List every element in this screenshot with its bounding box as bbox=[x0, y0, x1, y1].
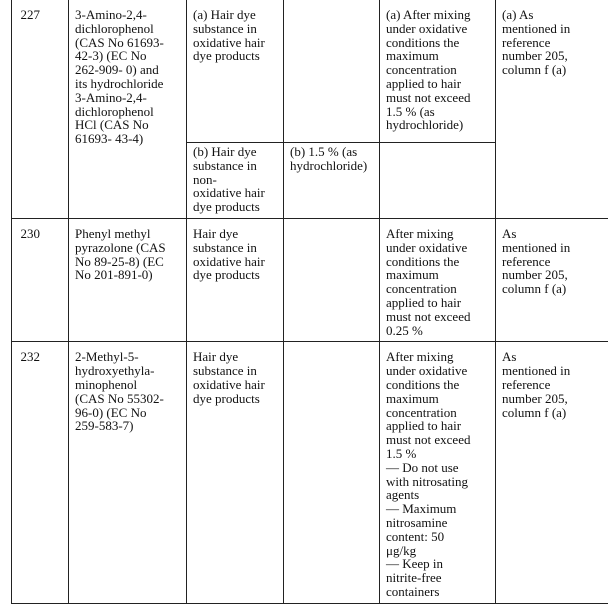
product-type-b: (b) Hair dye substance in non- oxidative hair dye products bbox=[187, 143, 284, 219]
reference-number: 230 bbox=[12, 218, 69, 341]
table-row bbox=[12, 0, 608, 143]
product-type: Hair dye substance in oxidative hair dye products bbox=[187, 218, 284, 341]
product-type-a: (a) Hair dye substance in oxidative hair dye products bbox=[187, 0, 284, 143]
warning-conditions: (a) As mentioned in reference number 205, column f (a) bbox=[496, 0, 608, 218]
substance-name: Phenyl methyl pyrazolone (CAS No 89-25-8) (EC No 201-891-0) bbox=[69, 218, 187, 341]
other-limitations-b bbox=[380, 143, 496, 219]
substance-name: 3-Amino-2,4- dichlorophenol (CAS No 61693- 42-3) (EC No 262-909- 0) and its hydrochloride 3-Amino-2,4- dichlorophenol HCl (CAS No 61693- 43-4) bbox=[69, 0, 187, 218]
regulation-table bbox=[11, 0, 608, 604]
max-concentration bbox=[284, 218, 380, 341]
table-row bbox=[12, 218, 608, 341]
table-row bbox=[12, 342, 608, 603]
other-limitations-a: (a) After mixing under oxidative conditions the maximum concentration applied to hair must not exceed 1.5 % (as hydrochloride) bbox=[380, 0, 496, 143]
warning-conditions: As mentioned in reference number 205, column f (a) bbox=[496, 342, 608, 603]
max-concentration-a bbox=[284, 0, 380, 143]
substance-name: 2-Methyl-5- hydroxyethyla- minophenol (CAS No 55302- 96-0) (EC No 259-583-7) bbox=[69, 342, 187, 603]
other-limitations: After mixing under oxidative conditions the maximum concentration applied to hair must not exceed 0.25 % bbox=[380, 218, 496, 341]
reference-number: 227 bbox=[12, 0, 69, 218]
warning-conditions: As mentioned in reference number 205, column f (a) bbox=[496, 218, 608, 341]
max-concentration-b: (b) 1.5 % (as hydrochloride) bbox=[284, 143, 380, 219]
product-type: Hair dye substance in oxidative hair dye products bbox=[187, 342, 284, 603]
max-concentration bbox=[284, 342, 380, 603]
other-limitations: After mixing under oxidative conditions the maximum concentration applied to hair must not exceed 1.5 % — Do not use with nitrosating agents — Maximum nitrosamine content: 50 μg/kg — Keep in nitrite-free containers bbox=[380, 342, 496, 603]
reference-number: 232 bbox=[12, 342, 69, 603]
